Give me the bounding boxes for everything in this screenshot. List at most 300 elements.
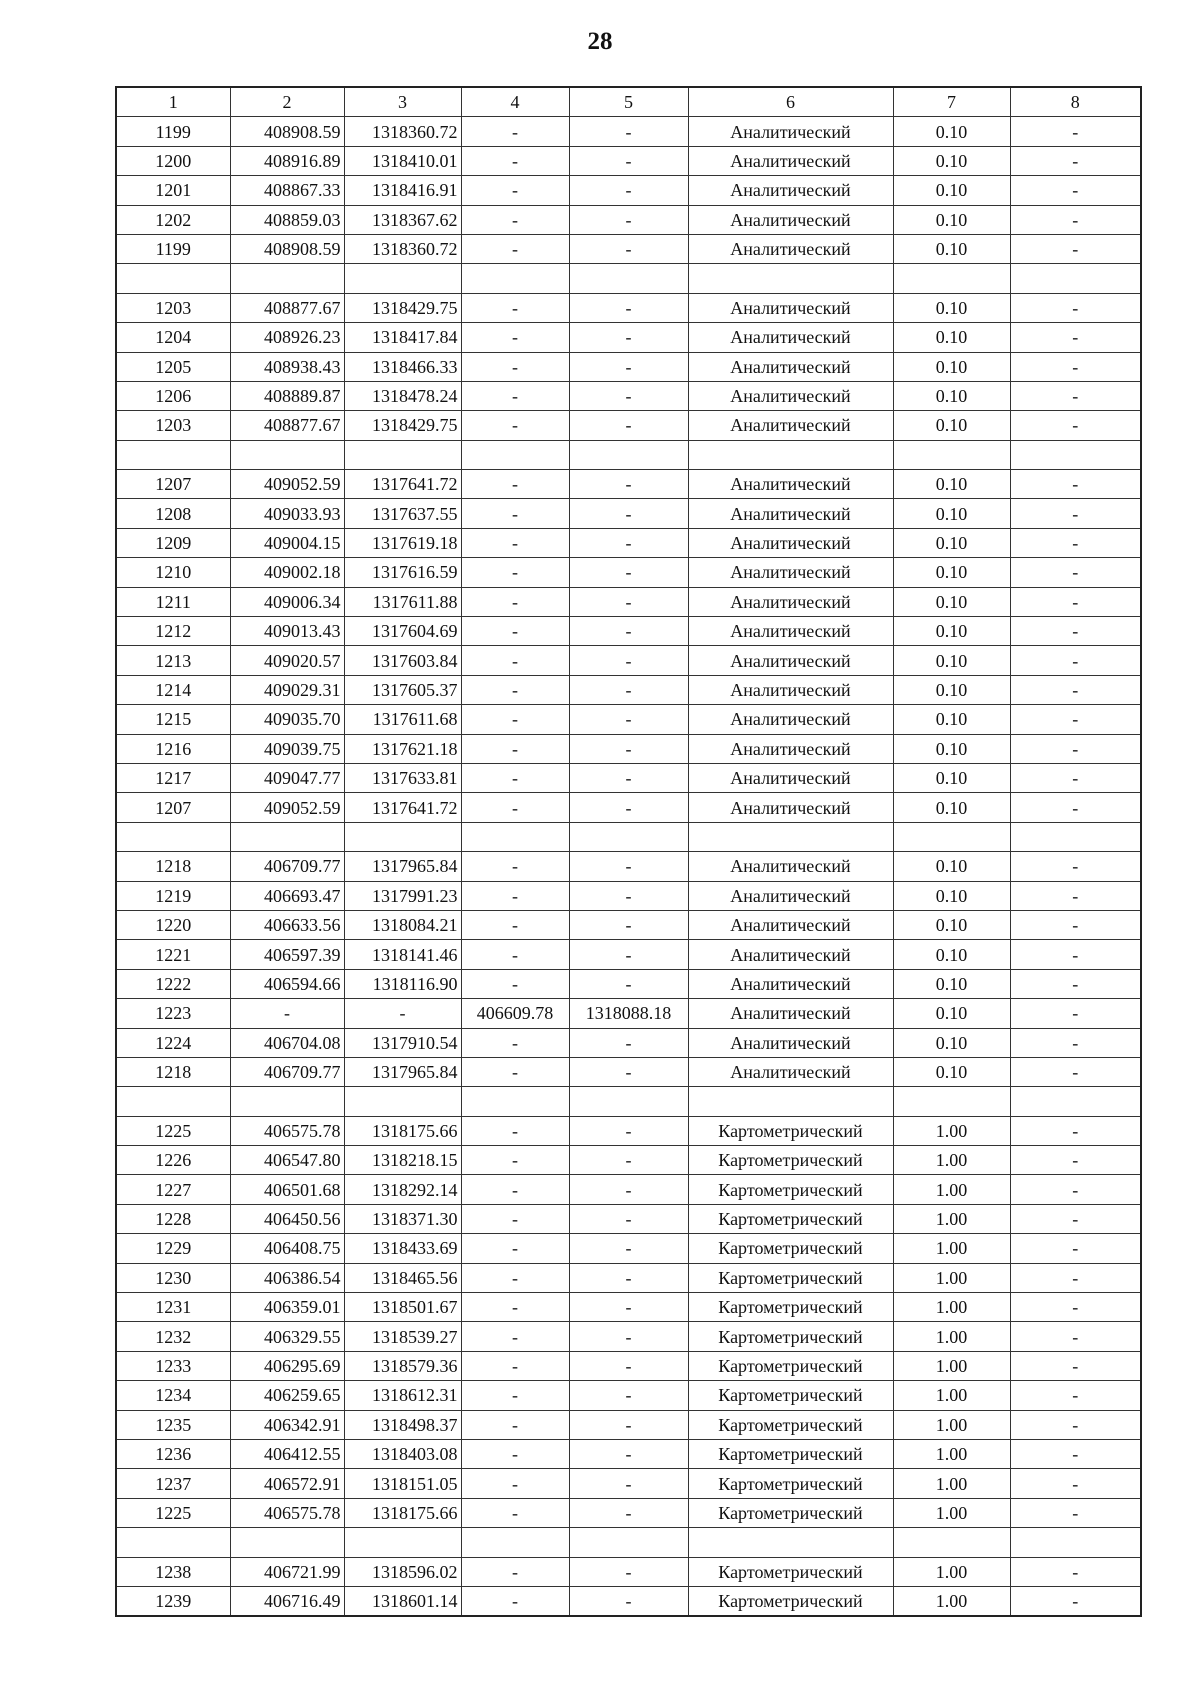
table-row: [116, 205, 1141, 234]
table-cell-col-3: [344, 822, 461, 851]
table-cell-col-4: -: [461, 1351, 569, 1380]
table-cell-col-3: 1318501.67: [344, 1293, 461, 1322]
table-cell-col-8: -: [1010, 1586, 1141, 1616]
table-cell-col-7: 0.10: [893, 234, 1010, 263]
table-cell-col-6: Аналитический: [688, 470, 893, 499]
table-cell-col-3: [344, 440, 461, 469]
table-cell-col-4: -: [461, 234, 569, 263]
table-cell-col-6: Аналитический: [688, 1057, 893, 1086]
table-cell-col-4: -: [461, 1175, 569, 1204]
table-row: [116, 234, 1141, 263]
table-cell-col-3: 1317621.18: [344, 734, 461, 763]
table-cell-col-2: 406450.56: [230, 1204, 344, 1233]
table-cell-col-6: Аналитический: [688, 176, 893, 205]
table-cell-col-3: 1318151.05: [344, 1469, 461, 1498]
table-cell-col-7: 0.10: [893, 763, 1010, 792]
table-cell-col-8: -: [1010, 234, 1141, 263]
table-cell-col-5: -: [569, 1322, 688, 1351]
table-cell-col-1: 1209: [116, 528, 230, 557]
table-cell-col-6: Картометрический: [688, 1204, 893, 1233]
table-cell-col-4: -: [461, 852, 569, 881]
table-cell-col-6: Аналитический: [688, 352, 893, 381]
table-cell-col-8: -: [1010, 940, 1141, 969]
table-cell-col-6: [688, 440, 893, 469]
table-cell-col-6: Аналитический: [688, 793, 893, 822]
table-cell-col-5: -: [569, 763, 688, 792]
table-cell-col-1: 1218: [116, 852, 230, 881]
table-cell-col-6: Картометрический: [688, 1263, 893, 1292]
table-cell-col-2: 406575.78: [230, 1498, 344, 1527]
table-cell-col-2: 409013.43: [230, 617, 344, 646]
table-cell-col-4: -: [461, 763, 569, 792]
table-cell-col-4: -: [461, 1028, 569, 1057]
table-cell-col-2: 406408.75: [230, 1234, 344, 1263]
table-cell-col-1: 1224: [116, 1028, 230, 1057]
column-header-7: 7: [893, 87, 1010, 117]
table-cell-col-8: -: [1010, 323, 1141, 352]
table-cell-col-5: -: [569, 881, 688, 910]
table-cell-col-4: -: [461, 1498, 569, 1527]
table-row: [116, 1498, 1141, 1527]
table-cell-col-7: 1.00: [893, 1146, 1010, 1175]
table-cell-col-1: 1199: [116, 234, 230, 263]
table-cell-col-8: [1010, 440, 1141, 469]
table-cell-col-1: 1210: [116, 558, 230, 587]
table-cell-col-3: 1317965.84: [344, 852, 461, 881]
table-cell-col-6: Картометрический: [688, 1116, 893, 1145]
table-cell-col-2: 409006.34: [230, 587, 344, 616]
table-cell-col-2: 406709.77: [230, 852, 344, 881]
table-cell-col-5: -: [569, 499, 688, 528]
table-cell-col-6: Аналитический: [688, 528, 893, 557]
table-row: [116, 1410, 1141, 1439]
table-row: [116, 793, 1141, 822]
table-cell-col-1: 1227: [116, 1175, 230, 1204]
table-cell-col-4: [461, 440, 569, 469]
table-cell-col-8: -: [1010, 205, 1141, 234]
table-cell-col-2: 409039.75: [230, 734, 344, 763]
table-row: [116, 1557, 1141, 1586]
table-cell-col-5: -: [569, 1410, 688, 1439]
table-cell-col-6: Аналитический: [688, 969, 893, 998]
table-cell-col-5: -: [569, 910, 688, 939]
table-cell-col-6: Картометрический: [688, 1557, 893, 1586]
table-cell-col-7: 0.10: [893, 117, 1010, 146]
table-cell-col-4: -: [461, 499, 569, 528]
table-cell-col-7: [893, 1528, 1010, 1557]
table-cell-col-7: 0.10: [893, 852, 1010, 881]
table-row: [116, 293, 1141, 322]
table-cell-col-5: [569, 822, 688, 851]
table-cell-col-8: -: [1010, 352, 1141, 381]
table-cell-col-1: 1217: [116, 763, 230, 792]
table-cell-col-3: 1318601.14: [344, 1586, 461, 1616]
table-cell-col-6: Картометрический: [688, 1586, 893, 1616]
table-cell-col-2: 408889.87: [230, 381, 344, 410]
table-cell-col-2: 408867.33: [230, 176, 344, 205]
table-cell-col-7: 0.10: [893, 146, 1010, 175]
table-cell-col-8: -: [1010, 411, 1141, 440]
table-cell-col-7: [893, 440, 1010, 469]
table-cell-col-7: 0.10: [893, 1057, 1010, 1086]
table-cell-col-7: 1.00: [893, 1381, 1010, 1410]
table-cell-col-2: 409052.59: [230, 793, 344, 822]
table-cell-col-8: [1010, 1528, 1141, 1557]
table-cell-col-8: -: [1010, 1057, 1141, 1086]
table-cell-col-5: -: [569, 1586, 688, 1616]
table-cell-col-2: 406547.80: [230, 1146, 344, 1175]
table-row: [116, 646, 1141, 675]
table-cell-col-6: Картометрический: [688, 1175, 893, 1204]
table-cell-col-3: 1317991.23: [344, 881, 461, 910]
table-cell-col-6: Картометрический: [688, 1498, 893, 1527]
table-cell-col-3: 1318116.90: [344, 969, 461, 998]
table-cell-col-8: -: [1010, 587, 1141, 616]
table-cell-col-5: -: [569, 1204, 688, 1233]
table-cell-col-3: 1318416.91: [344, 176, 461, 205]
table-row: [116, 969, 1141, 998]
table-cell-col-3: 1317619.18: [344, 528, 461, 557]
table-cell-col-8: -: [1010, 763, 1141, 792]
table-cell-col-7: 1.00: [893, 1204, 1010, 1233]
table-cell-col-6: Картометрический: [688, 1381, 893, 1410]
table-cell-col-2: 408877.67: [230, 411, 344, 440]
table-cell-col-1: 1204: [116, 323, 230, 352]
table-cell-col-3: 1317616.59: [344, 558, 461, 587]
table-cell-col-1: 1225: [116, 1116, 230, 1145]
table-cell-col-3: 1318371.30: [344, 1204, 461, 1233]
table-cell-col-4: -: [461, 1586, 569, 1616]
table-cell-col-8: -: [1010, 146, 1141, 175]
table-cell-col-5: -: [569, 646, 688, 675]
table-cell-col-7: [893, 1087, 1010, 1116]
table-cell-col-2: 408926.23: [230, 323, 344, 352]
table-cell-col-8: -: [1010, 881, 1141, 910]
table-cell-col-5: -: [569, 705, 688, 734]
table-cell-col-1: 1218: [116, 1057, 230, 1086]
table-row: [116, 675, 1141, 704]
table-row: [116, 1586, 1141, 1616]
table-cell-col-7: 1.00: [893, 1293, 1010, 1322]
table-cell-col-6: Аналитический: [688, 587, 893, 616]
table-cell-col-3: [344, 264, 461, 293]
table-cell-col-8: -: [1010, 528, 1141, 557]
table-cell-col-5: -: [569, 1351, 688, 1380]
table-cell-col-6: Аналитический: [688, 940, 893, 969]
table-cell-col-2: 409020.57: [230, 646, 344, 675]
table-cell-col-7: 1.00: [893, 1263, 1010, 1292]
table-cell-col-4: -: [461, 1146, 569, 1175]
table-cell-col-5: -: [569, 176, 688, 205]
table-cell-col-2: 408859.03: [230, 205, 344, 234]
column-header-6: 6: [688, 87, 893, 117]
table-cell-col-1: [116, 440, 230, 469]
table-cell-col-7: 1.00: [893, 1439, 1010, 1468]
table-header-row: [116, 87, 1141, 117]
table-cell-col-2: 406259.65: [230, 1381, 344, 1410]
page-number: 28: [587, 28, 613, 55]
table-cell-col-6: Картометрический: [688, 1351, 893, 1380]
table-cell-col-4: -: [461, 1322, 569, 1351]
table-cell-col-3: 1318417.84: [344, 323, 461, 352]
table-cell-col-3: 1318433.69: [344, 1234, 461, 1263]
table-cell-col-8: -: [1010, 1263, 1141, 1292]
table-cell-col-4: -: [461, 411, 569, 440]
table-cell-col-1: 1236: [116, 1439, 230, 1468]
table-cell-col-8: -: [1010, 470, 1141, 499]
table-cell-col-7: 0.10: [893, 352, 1010, 381]
table-row: [116, 910, 1141, 939]
table-cell-col-1: [116, 1528, 230, 1557]
table-cell-col-3: 1318410.01: [344, 146, 461, 175]
table-cell-col-4: -: [461, 1204, 569, 1233]
table-cell-col-4: -: [461, 617, 569, 646]
table-cell-col-5: -: [569, 852, 688, 881]
table-cell-col-1: 1238: [116, 1557, 230, 1586]
table-row: [116, 323, 1141, 352]
table-cell-col-4: -: [461, 1057, 569, 1086]
table-cell-col-8: -: [1010, 793, 1141, 822]
table-cell-col-8: -: [1010, 1381, 1141, 1410]
table-cell-col-6: Аналитический: [688, 323, 893, 352]
separator-row: [116, 822, 1141, 851]
table-cell-col-8: -: [1010, 999, 1141, 1028]
table-cell-col-5: -: [569, 1057, 688, 1086]
table-cell-col-5: [569, 264, 688, 293]
table-cell-col-2: 409004.15: [230, 528, 344, 557]
table-cell-col-3: 1318478.24: [344, 381, 461, 410]
table-cell-col-2: 406329.55: [230, 1322, 344, 1351]
table-cell-col-7: 1.00: [893, 1586, 1010, 1616]
table-cell-col-4: -: [461, 1469, 569, 1498]
table-cell-col-4: -: [461, 205, 569, 234]
table-cell-col-4: -: [461, 587, 569, 616]
table-cell-col-5: -: [569, 1028, 688, 1057]
table-cell-col-3: 1318465.56: [344, 1263, 461, 1292]
column-header-5: 5: [569, 87, 688, 117]
table-cell-col-6: Аналитический: [688, 499, 893, 528]
table-cell-col-4: -: [461, 793, 569, 822]
table-cell-col-4: -: [461, 646, 569, 675]
table-cell-col-5: -: [569, 1498, 688, 1527]
table-cell-col-7: 0.10: [893, 381, 1010, 410]
table-cell-col-1: 1222: [116, 969, 230, 998]
table-cell-col-5: -: [569, 734, 688, 763]
table-row: [116, 1116, 1141, 1145]
table-cell-col-8: [1010, 264, 1141, 293]
table-cell-col-8: -: [1010, 1293, 1141, 1322]
table-cell-col-4: -: [461, 969, 569, 998]
table-cell-col-4: -: [461, 470, 569, 499]
table-cell-col-4: -: [461, 1557, 569, 1586]
table-cell-col-5: -: [569, 381, 688, 410]
table-cell-col-5: -: [569, 1469, 688, 1498]
table-cell-col-8: -: [1010, 1204, 1141, 1233]
table-row: [116, 470, 1141, 499]
table-cell-col-7: 1.00: [893, 1498, 1010, 1527]
table-cell-col-3: 1317611.68: [344, 705, 461, 734]
table-cell-col-6: [688, 264, 893, 293]
table-cell-col-6: Аналитический: [688, 705, 893, 734]
table-cell-col-5: -: [569, 234, 688, 263]
table-cell-col-4: -: [461, 881, 569, 910]
table-cell-col-1: [116, 1087, 230, 1116]
table-cell-col-8: -: [1010, 293, 1141, 322]
table-cell-col-3: 1317910.54: [344, 1028, 461, 1057]
table-cell-col-4: -: [461, 910, 569, 939]
table-cell-col-2: 406575.78: [230, 1116, 344, 1145]
table-cell-col-1: 1230: [116, 1263, 230, 1292]
table-cell-col-7: 0.10: [893, 323, 1010, 352]
table-row: [116, 1204, 1141, 1233]
table-cell-col-1: 1223: [116, 999, 230, 1028]
table-cell-col-7: [893, 264, 1010, 293]
table-cell-col-1: [116, 822, 230, 851]
table-cell-col-5: -: [569, 323, 688, 352]
table-cell-col-5: -: [569, 470, 688, 499]
table-cell-col-8: [1010, 1087, 1141, 1116]
table-cell-col-6: [688, 1087, 893, 1116]
table-cell-col-2: 408908.59: [230, 117, 344, 146]
table-cell-col-1: 1225: [116, 1498, 230, 1527]
table-cell-col-5: [569, 440, 688, 469]
table-cell-col-8: -: [1010, 1146, 1141, 1175]
table-cell-col-6: [688, 1528, 893, 1557]
table-cell-col-1: 1200: [116, 146, 230, 175]
table-cell-col-6: Аналитический: [688, 146, 893, 175]
table-cell-col-7: 0.10: [893, 940, 1010, 969]
table-cell-col-3: 1318084.21: [344, 910, 461, 939]
table-cell-col-7: 0.10: [893, 470, 1010, 499]
table-cell-col-3: 1317965.84: [344, 1057, 461, 1086]
table-cell-col-1: 1201: [116, 176, 230, 205]
table-cell-col-2: 409002.18: [230, 558, 344, 587]
table-cell-col-1: 1229: [116, 1234, 230, 1263]
table-cell-col-2: [230, 1087, 344, 1116]
table-row: [116, 1439, 1141, 1468]
table-cell-col-3: -: [344, 999, 461, 1028]
table-cell-col-2: 406709.77: [230, 1057, 344, 1086]
table-cell-col-5: [569, 1528, 688, 1557]
column-header-8: 8: [1010, 87, 1141, 117]
table-cell-col-7: 0.10: [893, 793, 1010, 822]
table-cell-col-7: 1.00: [893, 1116, 1010, 1145]
table-cell-col-7: 0.10: [893, 499, 1010, 528]
table-cell-col-5: -: [569, 587, 688, 616]
table-cell-col-4: -: [461, 117, 569, 146]
table-cell-col-3: 1318429.75: [344, 293, 461, 322]
table-cell-col-6: Аналитический: [688, 646, 893, 675]
table-cell-col-6: Аналитический: [688, 1028, 893, 1057]
table-cell-col-7: 1.00: [893, 1410, 1010, 1439]
table-row: [116, 1057, 1141, 1086]
table-cell-col-7: 0.10: [893, 646, 1010, 675]
table-cell-col-5: -: [569, 558, 688, 587]
table-cell-col-1: 1235: [116, 1410, 230, 1439]
table-cell-col-8: -: [1010, 646, 1141, 675]
table-cell-col-4: [461, 1528, 569, 1557]
table-cell-col-1: 1205: [116, 352, 230, 381]
table-cell-col-5: -: [569, 293, 688, 322]
table-row: [116, 1351, 1141, 1380]
table-row: [116, 528, 1141, 557]
separator-row: [116, 264, 1141, 293]
table-cell-col-4: -: [461, 1263, 569, 1292]
table-cell-col-3: 1318360.72: [344, 117, 461, 146]
table-cell-col-3: 1318596.02: [344, 1557, 461, 1586]
table-row: [116, 1028, 1141, 1057]
table-row: [116, 1263, 1141, 1292]
table-cell-col-2: 408938.43: [230, 352, 344, 381]
table-cell-col-4: -: [461, 558, 569, 587]
table-cell-col-2: 409033.93: [230, 499, 344, 528]
table-cell-col-3: 1318429.75: [344, 411, 461, 440]
column-header-3: 3: [344, 87, 461, 117]
table-cell-col-5: -: [569, 1293, 688, 1322]
table-cell-col-2: 408877.67: [230, 293, 344, 322]
column-header-4: 4: [461, 87, 569, 117]
table-cell-col-6: Аналитический: [688, 999, 893, 1028]
table-cell-col-7: 0.10: [893, 705, 1010, 734]
table-cell-col-7: [893, 822, 1010, 851]
table-row: [116, 705, 1141, 734]
table-cell-col-6: Аналитический: [688, 293, 893, 322]
table-cell-col-1: 1220: [116, 910, 230, 939]
table-cell-col-3: 1317604.69: [344, 617, 461, 646]
table-cell-col-6: Аналитический: [688, 763, 893, 792]
table-cell-col-8: -: [1010, 499, 1141, 528]
column-header-1: 1: [116, 87, 230, 117]
table-cell-col-3: 1318292.14: [344, 1175, 461, 1204]
table-cell-col-6: Аналитический: [688, 234, 893, 263]
table-cell-col-6: Картометрический: [688, 1322, 893, 1351]
table-cell-col-2: 409052.59: [230, 470, 344, 499]
table-row: [116, 1469, 1141, 1498]
table-cell-col-7: 1.00: [893, 1351, 1010, 1380]
table-cell-col-8: [1010, 822, 1141, 851]
table-cell-col-5: -: [569, 793, 688, 822]
coordinates-table: [115, 86, 1142, 1617]
table-cell-col-1: [116, 264, 230, 293]
table-cell-col-2: 406594.66: [230, 969, 344, 998]
table-cell-col-2: 406693.47: [230, 881, 344, 910]
table-cell-col-8: -: [1010, 1439, 1141, 1468]
table-cell-col-3: 1318218.15: [344, 1146, 461, 1175]
table-row: [116, 176, 1141, 205]
table-cell-col-8: -: [1010, 969, 1141, 998]
table-cell-col-5: -: [569, 117, 688, 146]
table-cell-col-7: 0.10: [893, 293, 1010, 322]
table-cell-col-1: 1199: [116, 117, 230, 146]
table-cell-col-4: -: [461, 323, 569, 352]
table-cell-col-2: 408908.59: [230, 234, 344, 263]
table-cell-col-1: 1214: [116, 675, 230, 704]
table-cell-col-1: 1239: [116, 1586, 230, 1616]
table-cell-col-1: 1207: [116, 793, 230, 822]
table-cell-col-2: [230, 822, 344, 851]
table-cell-col-5: -: [569, 1381, 688, 1410]
table-cell-col-4: [461, 1087, 569, 1116]
table-cell-col-4: -: [461, 528, 569, 557]
table-cell-col-2: 406572.91: [230, 1469, 344, 1498]
table-cell-col-5: -: [569, 1146, 688, 1175]
table-cell-col-6: Картометрический: [688, 1293, 893, 1322]
table-cell-col-7: 0.10: [893, 734, 1010, 763]
table-cell-col-3: [344, 1087, 461, 1116]
table-cell-col-1: 1215: [116, 705, 230, 734]
table-cell-col-6: Аналитический: [688, 411, 893, 440]
table-cell-col-8: -: [1010, 675, 1141, 704]
